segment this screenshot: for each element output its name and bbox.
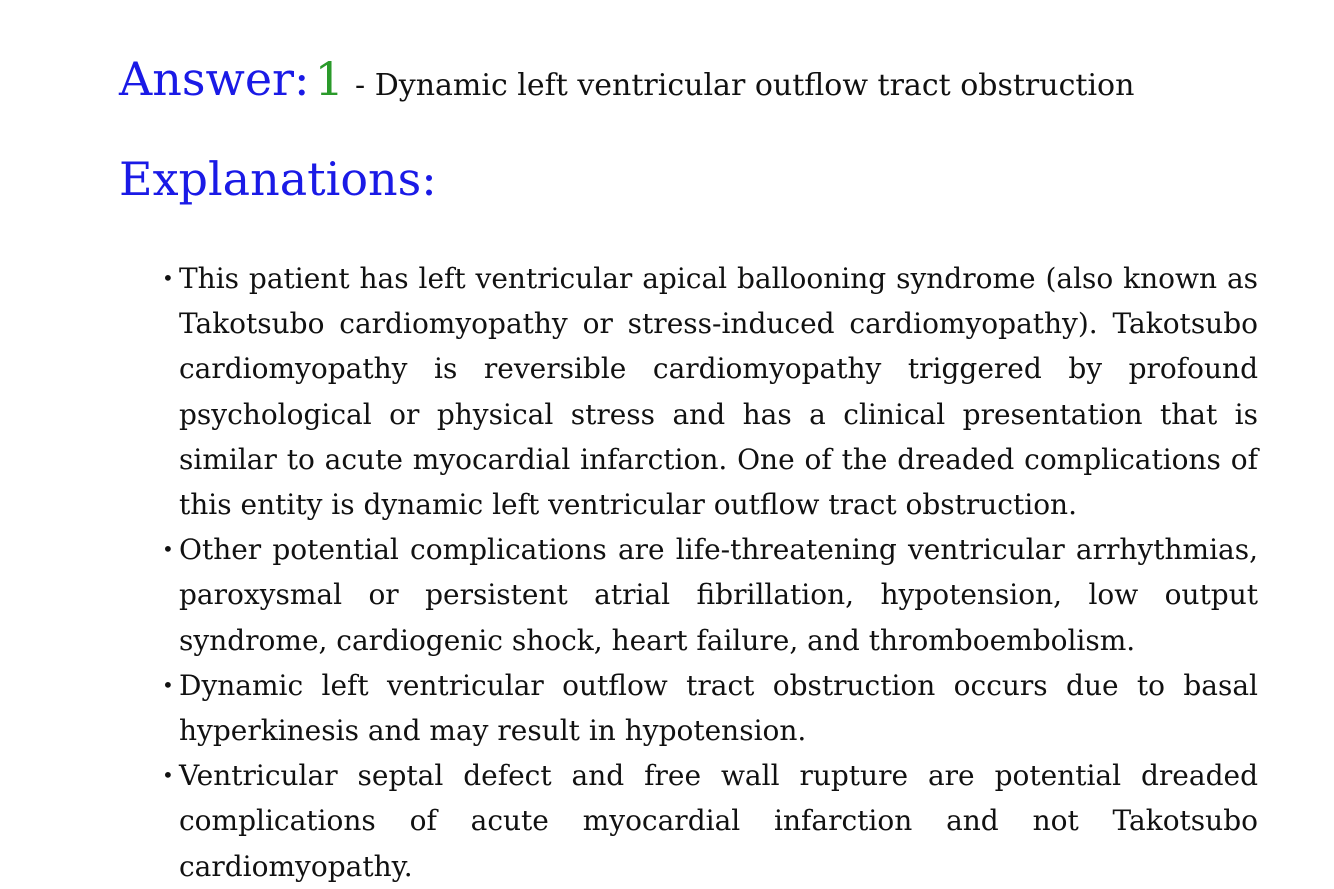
list-item-text: Other potential complications are life-threatening ventricular arrhythmias, paroxysmal or persistent atrial fibrillation, hypotension, low output syndrome, cardiogenic shock, heart failure, and thromboembolism. [179, 533, 1258, 657]
list-item [162, 753, 1258, 889]
list-item-text: Dynamic left ventricular outflow tract obstruction occurs due to basal hyperkinesis and may result in hypotension. [179, 668, 1258, 748]
list-item [162, 663, 1258, 753]
list-item [162, 256, 1258, 527]
answer-text: - Dynamic left ventricular outflow tract obstruction [355, 68, 1135, 103]
bullet-icon: • [162, 672, 174, 697]
explanations-list [162, 256, 1258, 889]
bullet-icon: • [162, 266, 174, 290]
answer-number: 1 [314, 52, 344, 106]
bullet-icon: • [162, 537, 174, 562]
list-item-text: Ventricular septal defect and free wall rupture are potential dreaded complications of acute myocardial infarction and not Takotsubo cardiomyopathy. [179, 759, 1258, 883]
answer-line [119, 52, 1134, 106]
answer-label: Answer: [119, 52, 310, 106]
list-item [162, 527, 1258, 663]
list-item-text: This patient has left ventricular apical ballooning syndrome (also known as Takotsubo cardiomyopathy or stress-induced cardiomyopathy). Takotsubo cardiomyopathy is reversible cardiomyopathy triggered by profound psychological or physical stress and has a clinical presentation that is similar to acute myocardial infarction. One of the dreaded complications of this entity is dynamic left ventricular outflow tract obstruction. [179, 262, 1258, 522]
explanations-heading: Explanations: [119, 152, 437, 206]
bullet-icon: • [162, 763, 174, 788]
